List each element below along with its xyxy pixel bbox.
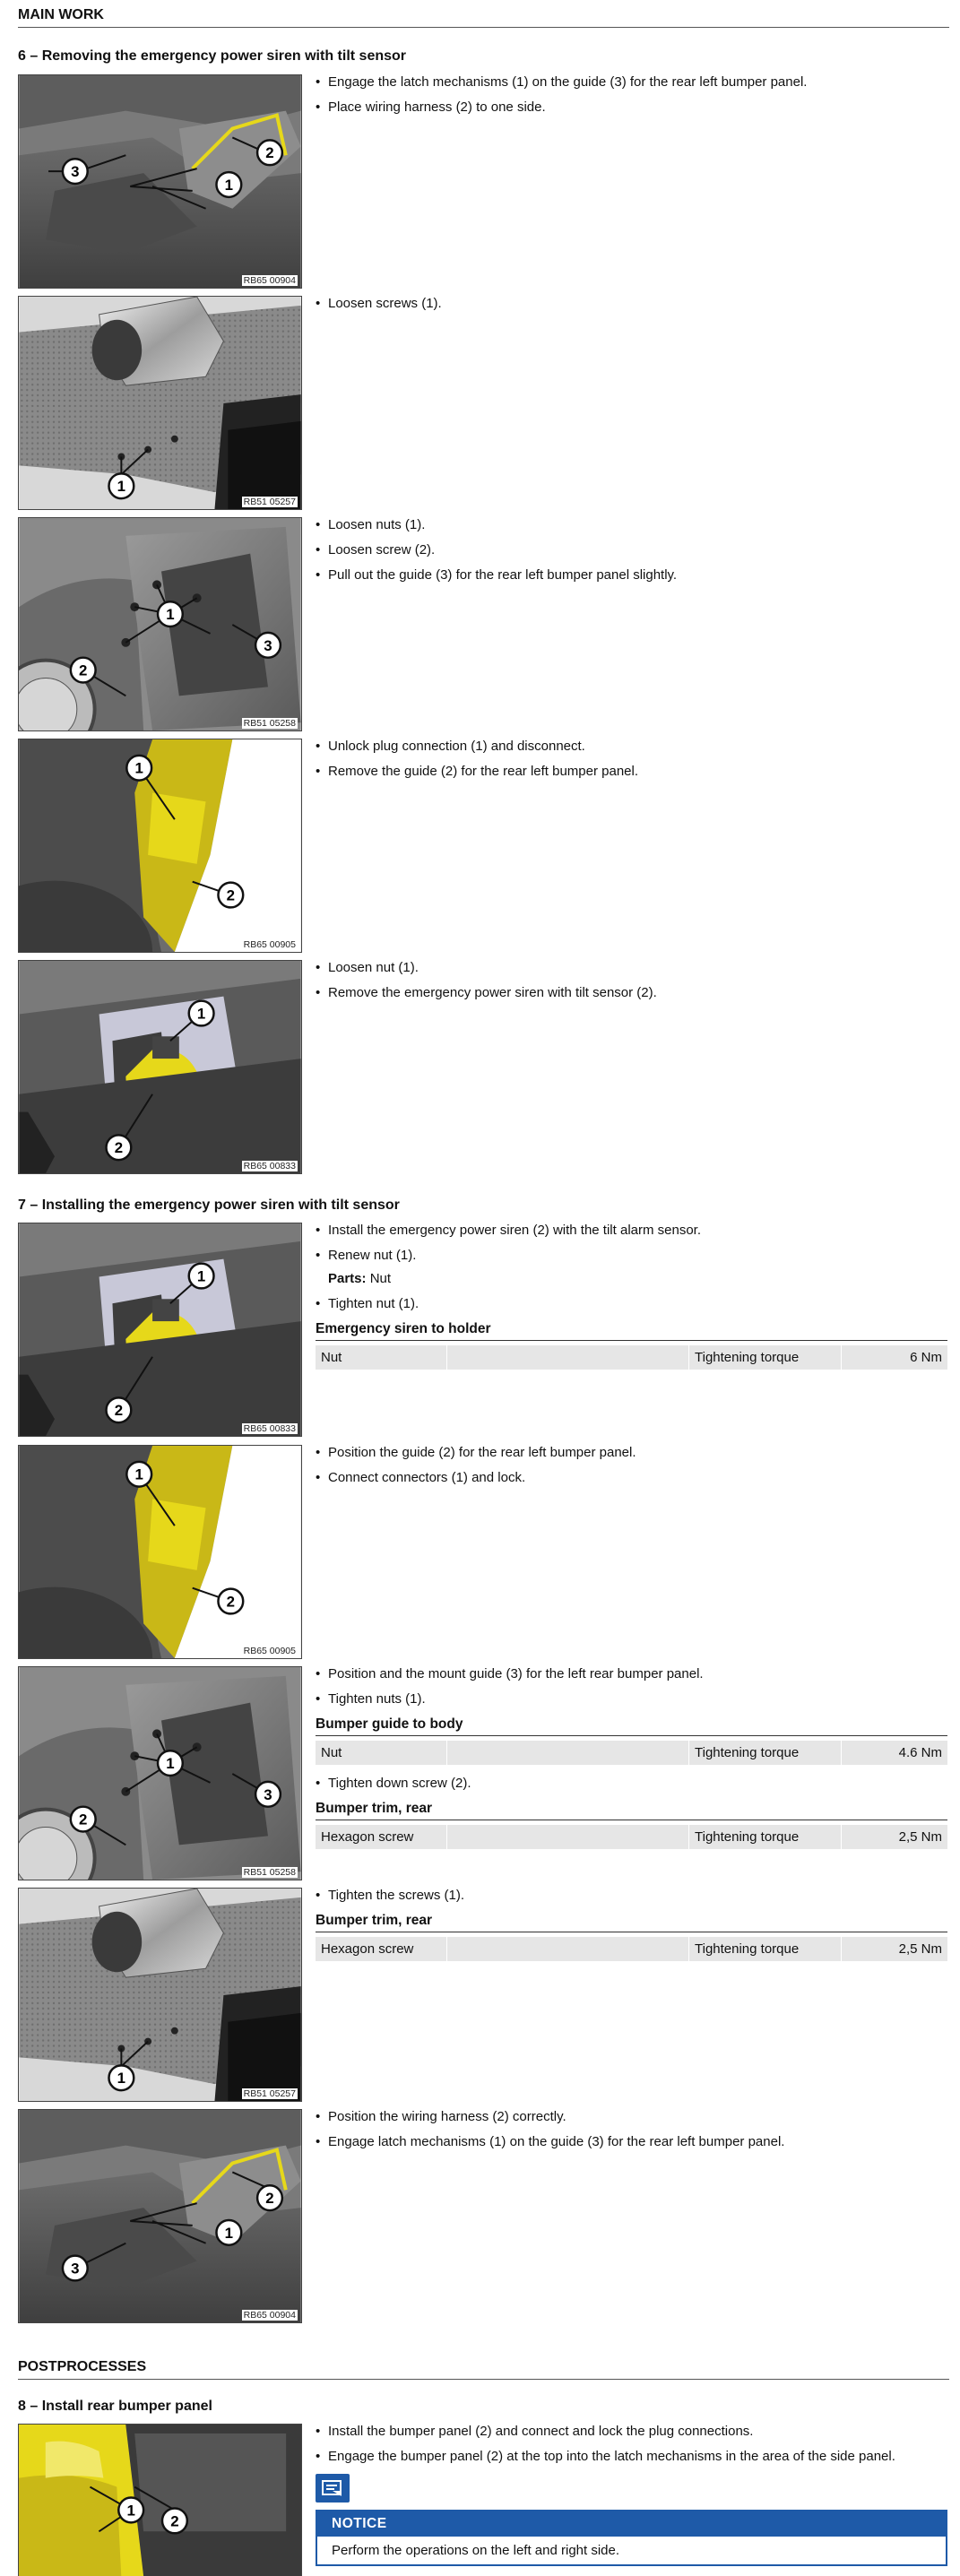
torque-table-title: Bumper guide to body	[316, 1716, 947, 1736]
callout-label: 3	[71, 2260, 80, 2278]
instruction: • Install the emergency power siren (2) with the tilt alarm sensor.	[316, 1223, 947, 1239]
torque-table	[316, 1937, 947, 1961]
table-cell: 2,5 Nm	[898, 1829, 942, 1845]
callout-1	[108, 473, 134, 498]
figure-rb65-00905	[18, 1445, 302, 1659]
table-cell	[447, 1741, 689, 1765]
instruction: • Engage the latch mechanisms (1) on the guide (3) for the rear left bumper panel.	[316, 74, 947, 91]
table-cell: 6 Nm	[910, 1350, 942, 1365]
table-row	[316, 1825, 947, 1849]
figure-rear-bumper-panel	[18, 2424, 302, 2576]
notice-text: Perform the operations on the left and right side.	[332, 2543, 620, 2558]
callout-label: 1	[196, 1267, 206, 1285]
callout-1	[118, 2498, 143, 2523]
illustration-guide-plug	[19, 739, 301, 952]
callout-label: 1	[224, 2224, 234, 2242]
callout-label: 2	[265, 144, 274, 162]
callout-3	[63, 159, 88, 184]
parts-line	[328, 1271, 947, 1287]
section-heading-main-work: MAIN WORK	[18, 7, 949, 28]
instruction: • Loosen screws (1).	[316, 296, 947, 312]
figure-code: RB65 00904	[243, 2310, 296, 2321]
instruction: • Engage latch mechanisms (1) on the guide (3) for the rear left bumper panel.	[316, 2134, 947, 2150]
illustration-underbody-guide	[19, 2110, 301, 2322]
callout-1	[189, 1264, 214, 1289]
step-6-block-5-text	[316, 960, 947, 1010]
callout-3	[63, 2256, 88, 2281]
step-7-title: 7 – Installing the emergency power siren with tilt sensor	[18, 1197, 400, 1213]
table-row	[316, 1741, 947, 1765]
callout-label: 2	[226, 1593, 236, 1611]
callout-2	[218, 1589, 243, 1614]
torque-table-title: Bumper trim, rear	[316, 1913, 947, 1932]
figure-rb51-05258	[18, 1666, 302, 1880]
figure-code: RB51 05257	[243, 2088, 296, 2099]
notice-box	[316, 2510, 947, 2566]
callout-label: 2	[226, 886, 236, 904]
step-8-title: 8 – Install rear bumper panel	[18, 2399, 212, 2414]
callout-label: 1	[224, 176, 234, 194]
figure-rb51-05258	[18, 517, 302, 731]
callout-1	[216, 172, 241, 197]
callout-label: 3	[264, 1785, 272, 1803]
callout-label: 2	[79, 661, 88, 679]
instruction: • Connect connectors (1) and lock.	[316, 1470, 947, 1486]
instruction: • Pull out the guide (3) for the rear left bumper panel slightly.	[316, 567, 947, 583]
torque-table-title: Emergency siren to holder	[316, 1321, 947, 1341]
step-6-block-3-text	[316, 517, 947, 592]
figure-rb65-00904	[18, 2109, 302, 2323]
callout-1	[216, 2220, 241, 2245]
table-cell: Tightening torque	[689, 1937, 842, 1961]
illustration-bumper-guide-nuts	[19, 518, 301, 730]
callout-3	[255, 1782, 281, 1807]
section-heading-postprocesses: POSTPROCESSES	[18, 2359, 949, 2380]
figure-rb65-00833	[18, 960, 302, 1174]
manual-reference-icon	[316, 2474, 350, 2503]
table-row	[316, 1345, 947, 1370]
parts-label: Parts:	[328, 1271, 367, 1286]
callout-label: 3	[71, 163, 80, 181]
table-cell	[447, 1937, 689, 1961]
instruction: • Place wiring harness (2) to one side.	[316, 99, 947, 116]
parts-value: Nut	[369, 1271, 392, 1286]
instruction: • Remove the guide (2) for the rear left bumper panel.	[316, 764, 947, 780]
table-cell: 2,5 Nm	[898, 1941, 942, 1957]
callout-2	[107, 1397, 132, 1422]
illustration-exhaust-panel	[19, 297, 301, 509]
callout-label: 2	[114, 1402, 124, 1420]
figure-rb65-00905	[18, 739, 302, 953]
instruction: • Engage the bumper panel (2) at the top into the latch mechanisms in the area of the side panel.	[316, 2449, 947, 2465]
table-cell: 4.6 Nm	[898, 1745, 942, 1760]
instruction: • Tighten nut (1).	[316, 1296, 947, 1312]
callout-label: 3	[264, 636, 272, 654]
table-row	[316, 1937, 947, 1961]
step-6-block-4-text	[316, 739, 947, 789]
figure-code: RB65 00905	[243, 939, 296, 950]
figure-code: RB51 05258	[243, 718, 296, 729]
callout-1	[189, 1001, 214, 1026]
callout-label: 1	[117, 2070, 126, 2088]
instruction: • Tighten nuts (1).	[316, 1691, 947, 1707]
step-7-block-5-text	[316, 2109, 947, 2159]
callout-label: 1	[117, 478, 126, 496]
callout-label: 2	[170, 2512, 179, 2530]
callout-2	[71, 1807, 96, 1832]
callout-2	[257, 140, 282, 165]
figure-code: RB51 05258	[243, 1867, 296, 1878]
step-7-block-2-text	[316, 1445, 947, 1495]
callout-label: 1	[134, 1465, 143, 1483]
callout-label: 1	[126, 2502, 135, 2520]
instruction: • Unlock plug connection (1) and disconnect.	[316, 739, 947, 755]
torque-table	[316, 1345, 947, 1370]
callout-2	[71, 658, 96, 683]
figure-rb51-05257	[18, 1888, 302, 2102]
figure-code: RB51 05257	[243, 497, 296, 507]
table-cell: Tightening torque	[689, 1825, 842, 1849]
figure-rb65-00833	[18, 1223, 302, 1437]
illustration-underbody-guide	[19, 75, 301, 288]
callout-2	[218, 883, 243, 908]
table-cell: Nut	[316, 1741, 447, 1765]
illustration-siren-holder	[19, 961, 301, 1173]
instruction: • Renew nut (1).	[316, 1248, 947, 1264]
callout-label: 2	[114, 1139, 124, 1157]
figure-code: RB65 00833	[243, 1423, 296, 1434]
instruction: • Remove the emergency power siren with tilt sensor (2).	[316, 985, 947, 1001]
callout-2	[107, 1135, 132, 1160]
step-6-block-1-text	[316, 74, 947, 125]
figure-rb51-05257	[18, 296, 302, 510]
instruction: • Position and the mount guide (3) for the left rear bumper panel.	[316, 1666, 947, 1682]
callout-1	[158, 601, 183, 627]
callout-label: 2	[265, 2190, 274, 2208]
torque-table-title: Bumper trim, rear	[316, 1801, 947, 1820]
illustration-guide-plug	[19, 1446, 301, 1658]
figure-code: RB65 00904	[243, 275, 296, 286]
step-7-block-1-text	[316, 1223, 947, 1380]
figure-code: RB65 00905	[243, 1646, 296, 1656]
figure-rb65-00904	[18, 74, 302, 289]
step-7-block-3-text	[316, 1666, 947, 1860]
table-cell	[447, 1345, 689, 1370]
step-7-block-4-text	[316, 1888, 947, 1972]
callout-3	[255, 633, 281, 658]
instruction: • Loosen nuts (1).	[316, 517, 947, 533]
table-cell: Hexagon screw	[316, 1937, 447, 1961]
illustration-rear-bumper	[19, 2425, 301, 2576]
callout-1	[158, 1750, 183, 1776]
torque-table	[316, 1825, 947, 1849]
illustration-siren-holder	[19, 1223, 301, 1436]
callout-label: 2	[79, 1811, 88, 1828]
figure-code: RB65 00833	[243, 1161, 296, 1171]
instruction: • Install the bumper panel (2) and connect and lock the plug connections.	[316, 2424, 947, 2440]
step-6-title: 6 – Removing the emergency power siren with tilt sensor	[18, 48, 407, 64]
table-cell: Hexagon screw	[316, 1825, 447, 1849]
instruction: • Position the wiring harness (2) correctly.	[316, 2109, 947, 2125]
table-cell: Nut	[316, 1345, 447, 1370]
instruction: • Tighten down screw (2).	[316, 1776, 947, 1792]
instruction: • Tighten the screws (1).	[316, 1888, 947, 1904]
illustration-exhaust-panel	[19, 1889, 301, 2101]
illustration-bumper-guide-nuts	[19, 1667, 301, 1880]
callout-2	[257, 2185, 282, 2210]
callout-label: 1	[166, 606, 175, 624]
step-6-block-2-text	[316, 296, 947, 321]
table-cell: Tightening torque	[689, 1741, 842, 1765]
callout-2	[162, 2508, 187, 2533]
instruction: • Loosen nut (1).	[316, 960, 947, 976]
callout-label: 1	[134, 759, 143, 777]
callout-label: 1	[166, 1755, 175, 1773]
callout-label: 1	[196, 1005, 206, 1023]
notice-title: NOTICE	[317, 2511, 946, 2537]
callout-1	[126, 756, 151, 781]
instruction: • Position the guide (2) for the rear left bumper panel.	[316, 1445, 947, 1461]
table-cell	[447, 1825, 689, 1849]
torque-table	[316, 1741, 947, 1765]
instruction: • Loosen screw (2).	[316, 542, 947, 558]
step-8-text	[316, 2424, 947, 2566]
callout-1	[108, 2065, 134, 2090]
table-cell: Tightening torque	[689, 1345, 842, 1370]
callout-1	[126, 1462, 151, 1487]
